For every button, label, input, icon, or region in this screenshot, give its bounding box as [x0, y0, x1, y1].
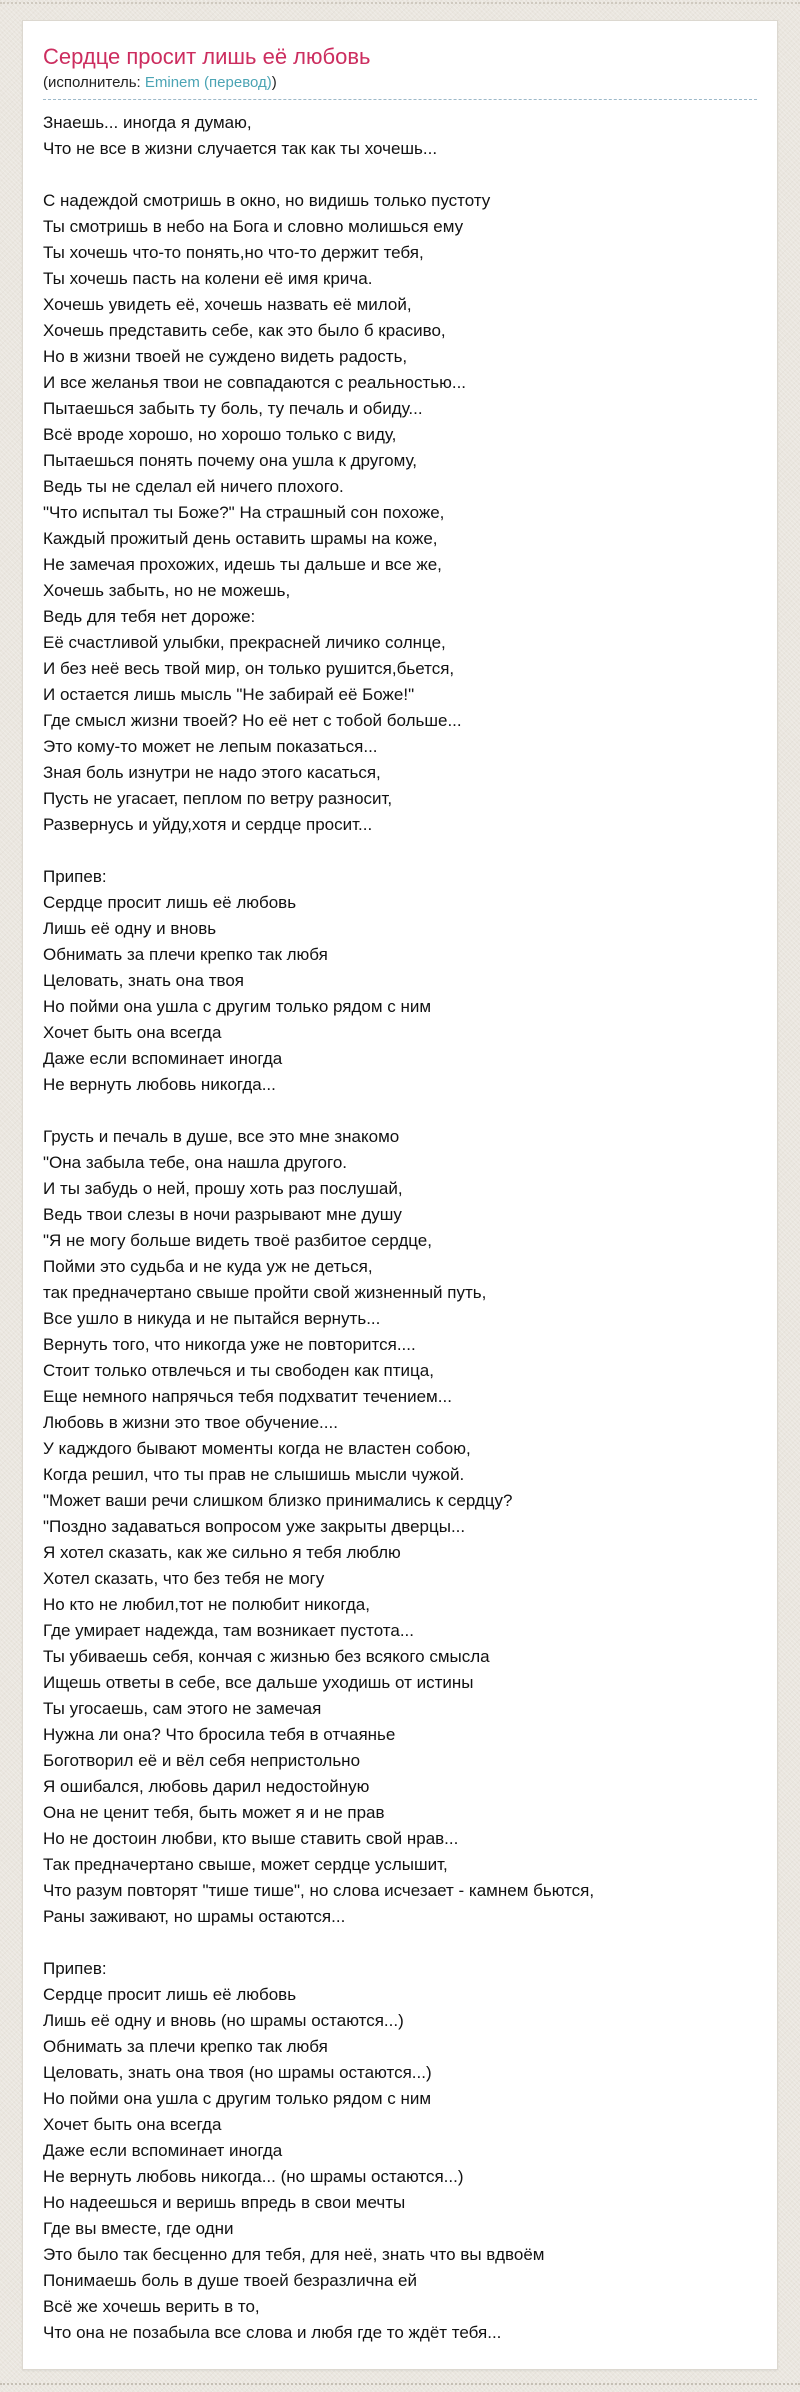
- lyric-line: Хочешь забыть, но не можешь,: [43, 581, 291, 600]
- lyric-line: Ты убиваешь себя, кончая с жизнью без всякого смысла: [43, 1647, 490, 1666]
- lyric-line: Боготворил её и вёл себя непристольно: [43, 1751, 361, 1770]
- lyric-line: Обнимать за плечи крепко так любя: [43, 945, 328, 964]
- top-dotted-divider: [0, 2, 800, 4]
- lyric-line: Когда решил, что ты прав не слышишь мысли чужой.: [43, 1465, 465, 1484]
- lyric-line: Припев:: [43, 1959, 107, 1978]
- lyric-line: Понимаешь боль в душе твоей безразлична ей: [43, 2271, 417, 2290]
- lyric-line: Я ошибался, любовь дарил недостойную: [43, 1777, 370, 1796]
- lyric-line: Где смысл жизни твоей? Но её нет с тобой больше...: [43, 711, 462, 730]
- lyric-line: Но в жизни твоей не суждено видеть радость,: [43, 347, 408, 366]
- lyric-line: Это кому-то может не лепым показаться...: [43, 737, 378, 756]
- lyric-line: "Что испытал ты Боже?" На страшный сон похоже,: [43, 503, 445, 522]
- lyric-line: Пытаешься понять почему она ушла к другому,: [43, 451, 417, 470]
- lyric-line: У кадждого бывают моменты когда не властен собою,: [43, 1439, 471, 1458]
- lyric-line: Всё же хочешь верить в то,: [43, 2297, 260, 2316]
- lyric-line: Хотел сказать, что без тебя не могу: [43, 1569, 325, 1588]
- lyric-line: Не замечая прохожих, идешь ты дальше и все же,: [43, 555, 442, 574]
- lyric-line: Ты хочешь что-то понять,но что-то держит тебя,: [43, 243, 424, 262]
- lyric-line: Но кто не любил,тот не полюбит никогда,: [43, 1595, 370, 1614]
- lyric-line: Что разум повторят "тише тише", но слова исчезает - камнем бьются,: [43, 1881, 595, 1900]
- lyric-line: Ведь ты не сделал ей ничего плохого.: [43, 477, 344, 496]
- lyric-line: Пытаешься забыть ту боль, ту печаль и обиду...: [43, 399, 423, 418]
- lyric-line: Это было так бесценно для тебя, для неё, знать что вы вдвоём: [43, 2245, 545, 2264]
- lyric-line: Где умирает надежда, там возникает пустота...: [43, 1621, 415, 1640]
- stanza-gap: [43, 838, 757, 864]
- lyric-line: Припев:: [43, 867, 107, 886]
- lyric-line: Лишь её одну и вновь (но шрамы остаются...): [43, 2011, 404, 2030]
- lyric-line: И ты забудь о ней, прошу хоть раз послушай,: [43, 1179, 403, 1198]
- lyric-line: Нужна ли она? Что бросила тебя в отчаянье: [43, 1725, 396, 1744]
- lyric-line: Она не ценит тебя, быть может я и не прав: [43, 1803, 385, 1822]
- song-subtitle: [43, 73, 757, 93]
- lyric-line: Сердце просит лишь её любовь: [43, 1985, 297, 2004]
- lyric-line: Развернусь и уйду,хотя и сердце просит...: [43, 815, 373, 834]
- song-title: Сердце просит лишь её любовь: [43, 44, 371, 69]
- lyric-line: И без неё весь твой мир, он только рушится,бьется,: [43, 659, 455, 678]
- lyric-line: Я хотел сказать, как же сильно я тебя люблю: [43, 1543, 401, 1562]
- lyric-line: Ты смотришь в небо на Бога и словно молишься ему: [43, 217, 464, 236]
- lyric-line: Вернуть того, что никогда уже не повторится....: [43, 1335, 416, 1354]
- lyric-line: Ты угосаешь, сам этого не замечая: [43, 1699, 322, 1718]
- lyric-line: Хочет быть она всегда: [43, 1023, 222, 1042]
- lyric-line: Так предначертано свыше, может сердце услышит,: [43, 1855, 448, 1874]
- lyric-line: И все желанья твои не совпадаются с реальностью...: [43, 373, 467, 392]
- lyric-line: Лишь её одну и вновь: [43, 919, 217, 938]
- lyric-line: "Поздно задаваться вопросом уже закрыты дверцы...: [43, 1517, 466, 1536]
- lyric-line: Целовать, знать она твоя: [43, 971, 244, 990]
- lyric-line: Стоит только отвлечься и ты свободен как птица,: [43, 1361, 434, 1380]
- lyric-line: Хочешь увидеть её, хочешь назвать её милой,: [43, 295, 412, 314]
- lyric-line: Ведь твои слезы в ночи разрывают мне душу: [43, 1205, 402, 1224]
- lyric-line: Даже если вспоминает иногда: [43, 1049, 283, 1068]
- lyric-line: "Я не могу больше видеть твоё разбитое сердце,: [43, 1231, 432, 1250]
- lyrics: [43, 110, 757, 2346]
- lyric-line: Пусть не угасает, пеплом по ветру разносит,: [43, 789, 393, 808]
- stanza-gap: [43, 162, 757, 188]
- artist-label-prefix: (исполнитель:: [43, 73, 145, 91]
- lyric-line: Пойми это судьба и не куда уж не деться,: [43, 1257, 373, 1276]
- lyric-line: Но пойми она ушла с другим только рядом с ним: [43, 997, 432, 1016]
- lyric-line: Не вернуть любовь никогда...: [43, 1075, 276, 1094]
- artist-link[interactable]: Eminem (перевод): [144, 73, 272, 91]
- artist-label-suffix: ): [271, 73, 277, 91]
- lyric-line: С надеждой смотришь в окно, но видишь только пустоту: [43, 191, 491, 210]
- lyric-line: "Она забыла тебе, она нашла другого.: [43, 1153, 347, 1172]
- lyric-line: Ведь для тебя нет дороже:: [43, 607, 256, 626]
- lyric-line: Любовь в жизни это твое обучение....: [43, 1413, 338, 1432]
- lyric-line: Знаешь... иногда я думаю,: [43, 113, 252, 132]
- bottom-dotted-divider: [0, 2383, 800, 2385]
- stanza-gap: [43, 1098, 757, 1124]
- lyric-line: Сердце просит лишь её любовь: [43, 893, 297, 912]
- lyric-line: Ты хочешь пасть на колени её имя крича.: [43, 269, 373, 288]
- lyric-line: Всё вроде хорошо, но хорошо только с виду,: [43, 425, 397, 444]
- lyric-line: "Может ваши речи слишком близко принимались к сердцу?: [43, 1491, 513, 1510]
- lyric-line: Но пойми она ушла с другим только рядом с ним: [43, 2089, 432, 2108]
- lyric-line: Все ушло в никуда и не пытайся вернуть...: [43, 1309, 381, 1328]
- lyric-line: Её счастливой улыбки, прекрасней личико солнце,: [43, 633, 446, 652]
- lyric-line: Где вы вместе, где одни: [43, 2219, 234, 2238]
- lyric-line: Но надеешься и веришь впредь в свои мечты: [43, 2193, 406, 2212]
- lyric-line: Раны заживают, но шрамы остаются...: [43, 1907, 346, 1926]
- lyric-line: Что она не позабыла все слова и любя где то ждёт тебя...: [43, 2323, 502, 2342]
- lyric-line: Обнимать за плечи крепко так любя: [43, 2037, 328, 2056]
- lyric-line: Но не достоин любви, кто выше ставить свой нрав...: [43, 1829, 459, 1848]
- lyric-line: Даже если вспоминает иногда: [43, 2141, 283, 2160]
- lyric-line: Еще немного напрячься тебя подхватит течением...: [43, 1387, 452, 1406]
- lyric-line: Ищешь ответы в себе, все дальше уходишь от истины: [43, 1673, 474, 1692]
- lyrics-card: [22, 20, 778, 2370]
- lyric-line: Не вернуть любовь никогда... (но шрамы остаются...): [43, 2167, 464, 2186]
- stanza-gap: [43, 1930, 757, 1956]
- lyric-line: Что не все в жизни случается так как ты хочешь...: [43, 139, 438, 158]
- lyric-line: Грусть и печаль в душе, все это мне знакомо: [43, 1127, 400, 1146]
- lyric-line: Хочет быть она всегда: [43, 2115, 222, 2134]
- lyric-line: Каждый прожитый день оставить шрамы на коже,: [43, 529, 438, 548]
- lyric-line: Целовать, знать она твоя (но шрамы остаются...): [43, 2063, 432, 2082]
- lyric-line: Зная боль изнутри не надо этого касаться,: [43, 763, 381, 782]
- lyric-line: так предначертано свыше пройти свой жизненный путь,: [43, 1283, 487, 1302]
- header-dashed-separator: [43, 99, 757, 100]
- lyric-line: Хочешь представить себе, как это было б красиво,: [43, 321, 446, 340]
- lyric-line: И остается лишь мысль "Не забирай её Боже!": [43, 685, 415, 704]
